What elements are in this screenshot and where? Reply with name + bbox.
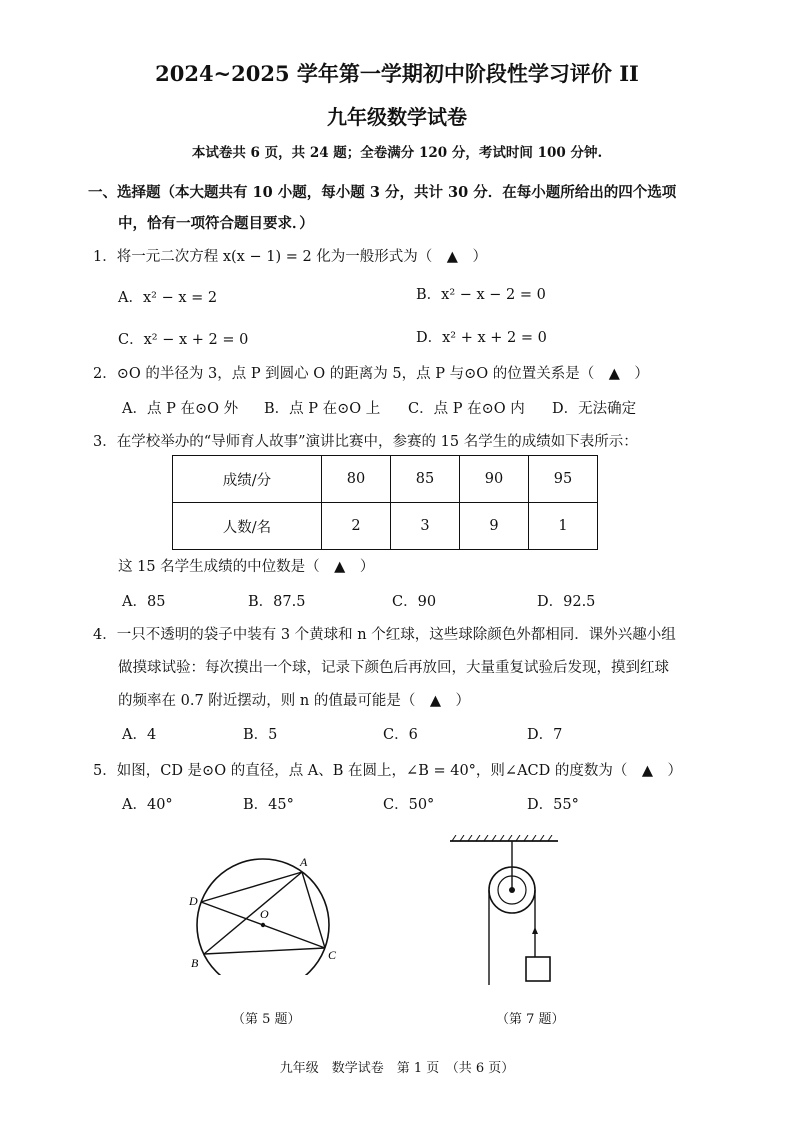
section-heading-line2: 中，恰有一项符合题目要求．） — [118, 215, 314, 232]
q1-option-c: C．x² − x + 2 = 0 — [118, 332, 249, 348]
q4-option-c: C．6 — [383, 727, 418, 743]
q3-option-a: A．85 — [122, 594, 166, 610]
table-row-label: 成绩/分 — [173, 456, 322, 503]
table-cell: 85 — [391, 456, 460, 503]
q4-option-b: B．5 — [243, 727, 278, 743]
ceiling-hatching — [452, 835, 552, 841]
segment-bc — [204, 948, 325, 954]
figure-5-caption: （第 5 题） — [232, 1012, 301, 1027]
q2-option-b: B．点 P 在⊙O 上 — [264, 401, 381, 417]
pulley-axle — [509, 887, 515, 893]
q2-option-a: A．点 P 在⊙O 外 — [122, 401, 239, 417]
exam-title: 2024~2025 学年第一学期初中阶段性学习评价 II — [155, 61, 639, 86]
q5-option-b: B．45° — [243, 797, 294, 813]
exam-subtitle: 九年级数学试卷 — [327, 105, 467, 129]
table-row — [173, 456, 598, 503]
label-a: A — [300, 855, 308, 869]
q1-option-a: A．x² − x = 2 — [118, 290, 218, 306]
table-row — [173, 503, 598, 550]
q3-question: 这 15 名学生成绩的中位数是（ ▲ ） — [118, 559, 375, 575]
table-cell: 90 — [460, 456, 529, 503]
segment-ab — [204, 872, 302, 954]
q1-stem: 1．将一元二次方程 x(x − 1) = 2 化为一般形式为（ ▲ ） — [93, 249, 487, 265]
figure-5-circle-diagram — [180, 845, 350, 975]
q3-option-d: D．92.5 — [537, 594, 596, 610]
label-c: C — [328, 948, 337, 962]
label-b: B — [191, 956, 199, 970]
table-cell: 9 — [460, 503, 529, 550]
q1-option-b: B．x² − x − 2 = 0 — [416, 287, 546, 303]
page-footer: 九年级 数学试卷 第 1 页 （共 6 页） — [279, 1061, 515, 1076]
q2-option-c: C．点 P 在⊙O 内 — [408, 401, 525, 417]
q4-option-d: D．7 — [527, 727, 563, 743]
rope-arrow — [532, 927, 538, 934]
label-o: O — [260, 907, 269, 921]
center-point — [261, 923, 265, 927]
section-heading-line1: 一、选择题（本大题共有 10 小题，每小题 3 分，共计 30 分．在每小题所给出的四个选项 — [88, 184, 677, 201]
table-cell: 3 — [391, 503, 460, 550]
q2-stem: 2．⊙O 的半径为 3，点 P 到圆心 O 的距离为 5，点 P 与⊙O 的位置关系是（ ▲ ） — [93, 366, 649, 382]
q5-option-a: A．40° — [122, 797, 173, 813]
table-cell: 2 — [322, 503, 391, 550]
q3-option-c: C．90 — [392, 594, 437, 610]
segment-ad — [201, 872, 302, 902]
q5-stem: 5．如图，CD 是⊙O 的直径，点 A、B 在圆上，∠B = 40°，则∠ACD 的度数为（ ▲ ） — [93, 763, 683, 779]
q4-line1: 4．一只不透明的袋子中装有 3 个黄球和 n 个红球，这些球除颜色外都相同．课外兴趣小组 — [93, 627, 676, 643]
q2-option-d: D．无法确定 — [552, 401, 637, 417]
q5-option-c: C．50° — [383, 797, 435, 813]
q3-option-b: B．87.5 — [248, 594, 306, 610]
q5-option-d: D．55° — [527, 797, 579, 813]
q4-line2: 做摸球试验：每次摸出一个球，记录下颜色后再放回，大量重复试验后发现，摸到红球 — [118, 660, 669, 676]
label-d: D — [189, 894, 198, 908]
exam-note: 本试卷共 6 页，共 24 题；全卷满分 120 分，考试时间 100 分钟. — [191, 145, 603, 161]
figure-7-pulley-diagram — [446, 835, 566, 1000]
q4-line3: 的频率在 0.7 附近摆动，则 n 的值最可能是（ ▲ ） — [118, 693, 470, 709]
score-table — [172, 455, 598, 550]
table-cell: 1 — [529, 503, 598, 550]
q4-option-a: A．4 — [122, 727, 157, 743]
q1-option-d: D．x² + x + 2 = 0 — [416, 330, 547, 346]
table-row-label: 人数/名 — [173, 503, 322, 550]
hanging-weight — [526, 957, 550, 981]
table-cell: 80 — [322, 456, 391, 503]
figure-7-caption: （第 7 题） — [496, 1012, 565, 1027]
q3-stem: 3．在学校举办的“导师育人故事”演讲比赛中，参赛的 15 名学生的成绩如下表所示： — [93, 434, 638, 450]
table-cell: 95 — [529, 456, 598, 503]
